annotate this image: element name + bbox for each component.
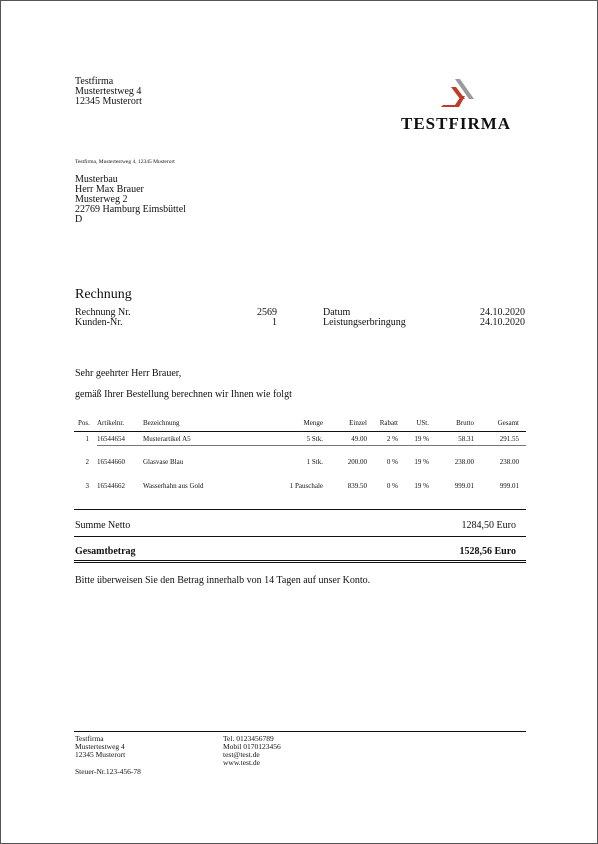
footer-website: www.test.de bbox=[223, 758, 261, 767]
footer-phone: Tel. 0123456789 bbox=[223, 734, 274, 743]
col-header-pos: Pos. bbox=[78, 419, 90, 427]
col-header-discount: Rabatt bbox=[379, 419, 398, 427]
footer-rule bbox=[74, 731, 526, 732]
gross-total-value: 1528,56 Euro bbox=[459, 546, 516, 557]
totals-double-rule-1 bbox=[74, 560, 526, 561]
company-logo-icon bbox=[441, 79, 475, 107]
recipient-line: Musterweg 2 bbox=[75, 194, 128, 205]
col-header-vat: USt. bbox=[416, 419, 429, 427]
intro-text: gemäß Ihrer Bestellung berechnen wir Ihnen wie folgt bbox=[75, 389, 292, 400]
cell-description: Glasvase Blau bbox=[143, 458, 184, 466]
net-total-value: 1284,50 Euro bbox=[461, 520, 516, 531]
totals-double-rule-2 bbox=[74, 562, 526, 563]
cell-total: 291.55 bbox=[499, 435, 519, 443]
sender-street: Mustertestweg 4 bbox=[75, 86, 142, 97]
cell-article: 16544660 bbox=[97, 458, 125, 466]
customer-number-label: Kunden-Nr. bbox=[75, 317, 123, 328]
cell-discount: 0 % bbox=[386, 482, 398, 490]
col-header-total: Gesamt bbox=[497, 419, 519, 427]
footer-company-name: Testfirma bbox=[75, 734, 104, 743]
cell-article: 16544654 bbox=[97, 435, 125, 443]
service-date-label: Leistungserbringung bbox=[323, 317, 406, 328]
invoice-title: Rechnung bbox=[75, 287, 132, 302]
cell-quantity: 5 Stk. bbox=[306, 435, 323, 443]
cell-article: 16544662 bbox=[97, 482, 125, 490]
footer-email: test@test.de bbox=[223, 750, 260, 759]
customer-number-value: 1 bbox=[272, 317, 277, 328]
recipient-line: D bbox=[75, 214, 83, 225]
cell-pos: 2 bbox=[85, 458, 89, 466]
cell-unit-price: 200.00 bbox=[347, 458, 367, 466]
invoice-number-value: 2569 bbox=[257, 307, 277, 318]
totals-top-rule bbox=[74, 509, 526, 510]
col-header-quantity: Menge bbox=[303, 419, 323, 427]
greeting: Sehr geehrter Herr Brauer, bbox=[75, 368, 182, 379]
service-date-value: 24.10.2020 bbox=[480, 317, 525, 328]
cell-discount: 2 % bbox=[386, 435, 398, 443]
cell-total: 238.00 bbox=[499, 458, 519, 466]
gross-total-label: Gesamtbetrag bbox=[75, 546, 136, 557]
cell-quantity: 1 Pauschale bbox=[289, 482, 323, 490]
cell-pos: 3 bbox=[85, 482, 89, 490]
cell-description: Wasserhahn aus Gold bbox=[143, 482, 204, 490]
cell-unit-price: 49.00 bbox=[351, 435, 367, 443]
cell-vat: 19 % bbox=[414, 458, 429, 466]
recipient-line: Herr Max Brauer bbox=[75, 184, 144, 195]
footer-city: 12345 Musterort bbox=[75, 750, 126, 759]
invoice-number-label: Rechnung Nr. bbox=[75, 307, 131, 318]
table-header-rule bbox=[74, 431, 526, 432]
net-total-label: Summe Netto bbox=[75, 520, 131, 531]
col-header-article: Artikelnr. bbox=[97, 419, 125, 427]
return-address-line: Testfirma, Mustertestweg 4, 12345 Musterort bbox=[75, 159, 175, 165]
payment-note: Bitte überweisen Sie den Betrag innerhalb von 14 Tagen auf unser Konto. bbox=[75, 575, 371, 586]
cell-vat: 19 % bbox=[414, 435, 429, 443]
recipient-line: 22769 Hamburg Eimsbüttel bbox=[75, 204, 186, 215]
sender-city: 12345 Musterort bbox=[75, 96, 142, 107]
cell-total: 999.01 bbox=[499, 482, 519, 490]
footer-mobile: Mobil 0170123456 bbox=[223, 742, 281, 751]
company-logo-text: TESTFIRMA bbox=[401, 114, 512, 133]
col-header-unit: Einzel bbox=[349, 419, 367, 427]
cell-description: Musterartikel A5 bbox=[143, 435, 191, 443]
cell-pos: 1 bbox=[85, 435, 89, 443]
cell-gross: 238.00 bbox=[454, 458, 474, 466]
footer-street: Mustertestweg 4 bbox=[75, 742, 125, 751]
cell-vat: 19 % bbox=[414, 482, 429, 490]
footer-tax-number: Steuer-Nr.123-456-78 bbox=[75, 767, 141, 776]
cell-discount: 0 % bbox=[386, 458, 398, 466]
row-divider bbox=[97, 445, 526, 446]
cell-gross: 999.01 bbox=[454, 482, 474, 490]
recipient-line: Musterbau bbox=[75, 174, 118, 185]
cell-gross: 58.31 bbox=[458, 435, 474, 443]
cell-unit-price: 839.50 bbox=[347, 482, 367, 490]
col-header-gross: Brutto bbox=[456, 419, 474, 427]
date-value: 24.10.2020 bbox=[480, 307, 525, 318]
cell-quantity: 1 Stk. bbox=[306, 458, 323, 466]
sender-name: Testfirma bbox=[75, 76, 114, 87]
totals-mid-rule bbox=[74, 536, 526, 537]
date-label: Datum bbox=[323, 307, 351, 318]
col-header-description: Bezeichnung bbox=[143, 419, 180, 427]
